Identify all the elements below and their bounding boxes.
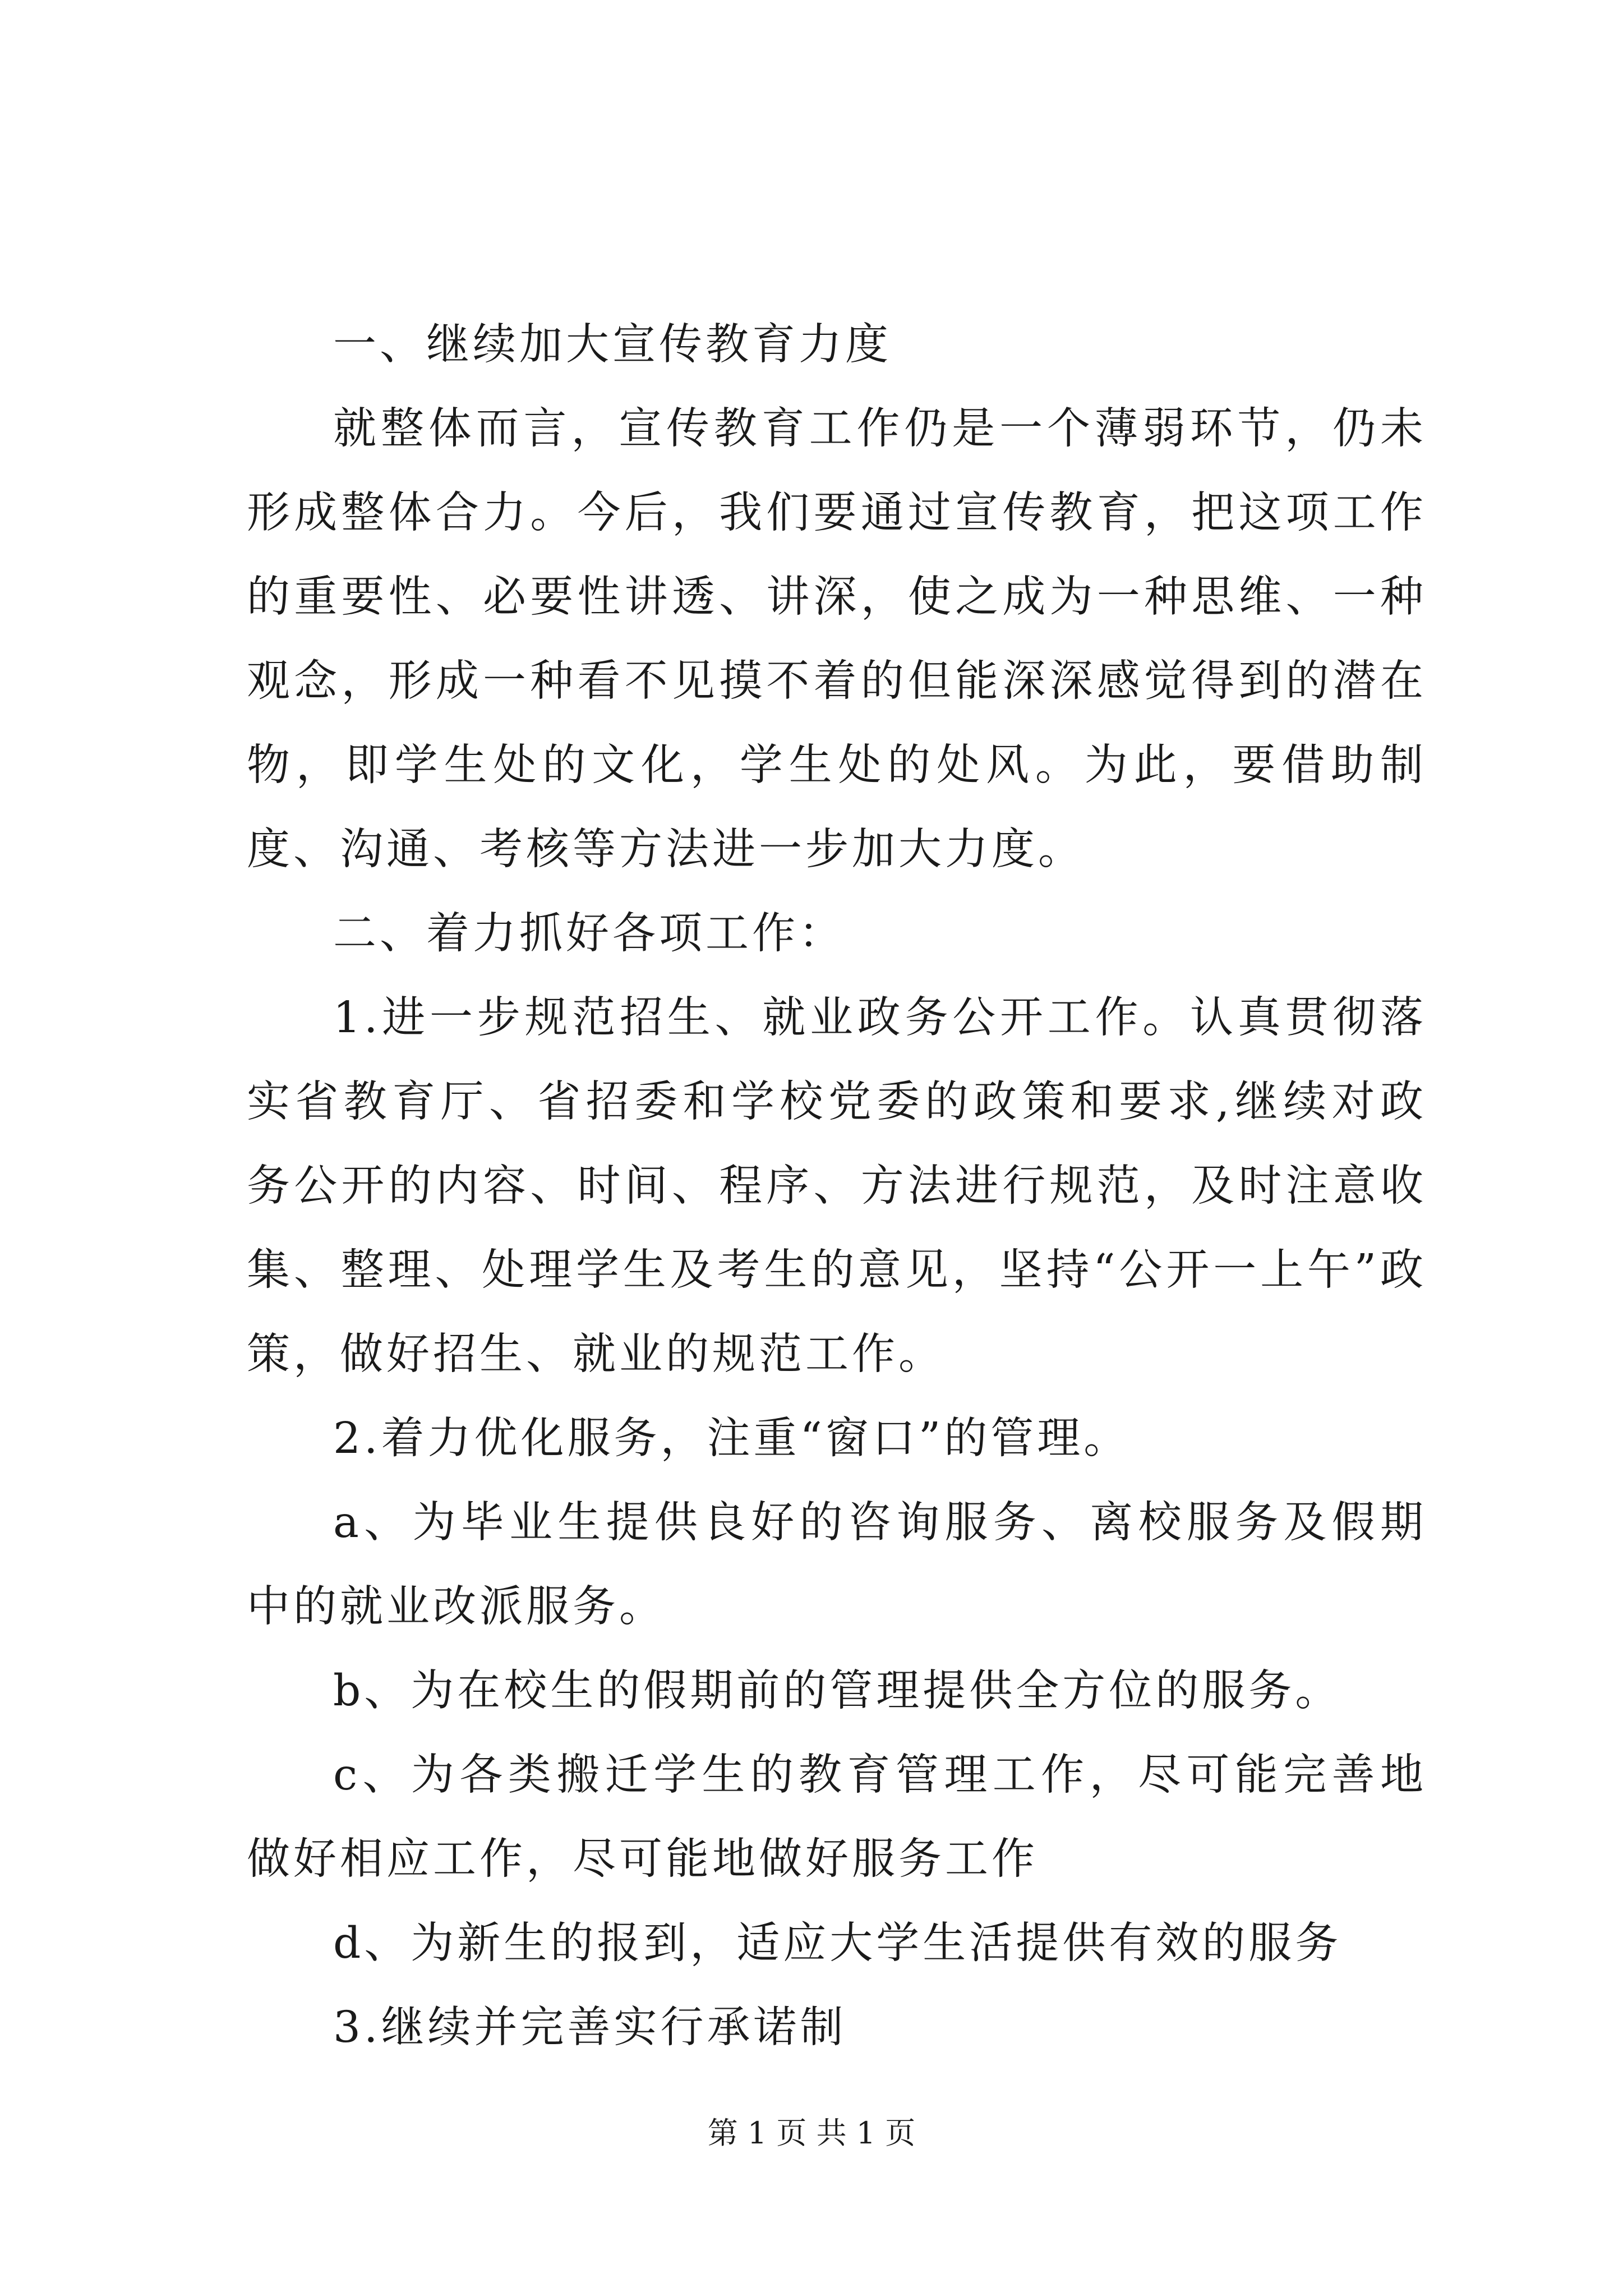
heading-section-2: 二、着力抓好各项工作：	[333, 909, 845, 959]
item-2d: d、为新生的报到，适应大学生活提供有效的服务	[333, 1918, 1342, 1968]
heading-section-1: 一、继续加大宣传教育力度	[333, 320, 892, 370]
item-2b: b、为在校生的假期前的管理提供全方位的服务。	[333, 1666, 1342, 1716]
item-1: 1.进一步规范招生、就业政务公开工作。认真贯彻落实省教育厅、省招委和学校党委的政策和要求,继续对政务公开的内容、时间、程序、方法进行规范，及时注意收集、整理、处理学生及考生的意见，坚持“公开一上午”政策，做好招生、就业的规范工作。	[247, 993, 1427, 1379]
item-2a: a、为毕业生提供良好的咨询服务、离校服务及假期中的就业改派服务。	[247, 1498, 1427, 1632]
item-2: 2.着力优化服务，注重“窗口”的管理。	[333, 1414, 1131, 1464]
document-body	[247, 303, 1427, 2070]
item-2c: c、为各类搬迁学生的教育管理工作，尽可能完善地做好相应工作，尽可能地做好服务工作	[247, 1750, 1427, 1884]
item-3: 3.继续并完善实行承诺制	[333, 2003, 847, 2053]
paragraph-overview: 就整体而言，宣传教育工作仍是一个薄弱环节，仍未形成整体合力。今后，我们要通过宣传教育，把这项工作的重要性、必要性讲透、讲深，使之成为一种思维、一种观念，形成一种看不见摸不着的但能深深感觉得到的潜在物，即学生处的文化，学生处的处风。为此，要借助制度、沟通、考核等方法进一步加大力度。	[247, 404, 1427, 875]
page-footer: 第 1 页 共 1 页	[707, 2115, 916, 2151]
